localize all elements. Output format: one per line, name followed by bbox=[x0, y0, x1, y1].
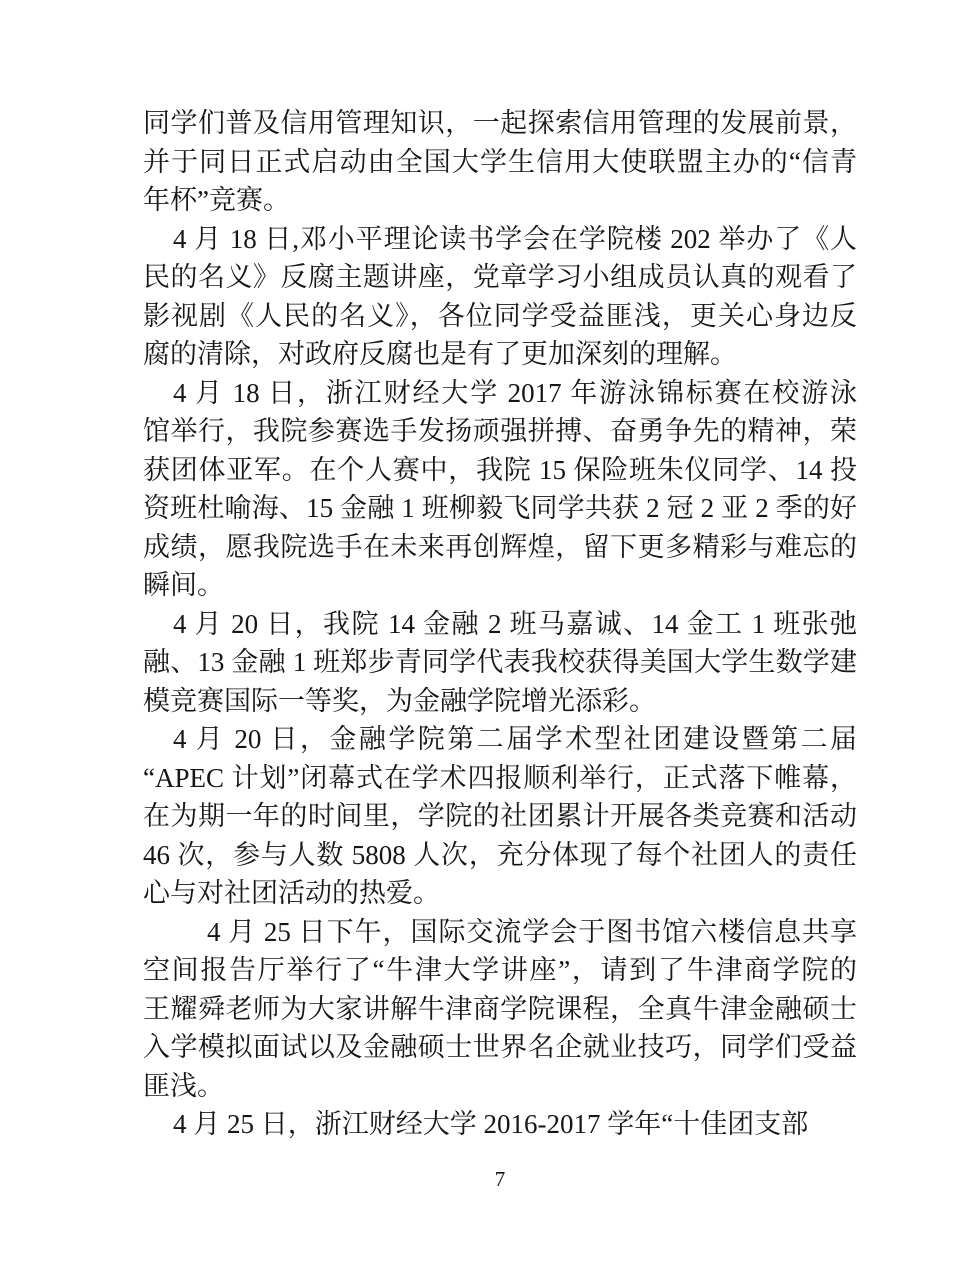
document-body bbox=[143, 104, 857, 1144]
text-line: 4 月 18 日，浙江财经大学 2017 年游泳锦标赛在校游泳 bbox=[173, 377, 857, 408]
text-line: 成绩，愿我院选手在未来再创辉煌，留下更多精彩与难忘的 bbox=[143, 531, 857, 562]
text-line: 瞬间。 bbox=[143, 570, 224, 600]
text-line: 融、13 金融 1 班郑步青同学代表我校获得美国大学生数学建 bbox=[143, 647, 857, 677]
text-line: 心与对社团活动的热爱。 bbox=[143, 878, 440, 908]
text-line: 在为期一年的时间里，学院的社团累计开展各类竞赛和活动 bbox=[143, 801, 857, 831]
paragraph bbox=[143, 605, 857, 721]
text-line: 4 月 25 日，浙江财经大学 2016-2017 学年“十佳团支部 bbox=[173, 1109, 809, 1139]
text-line: 民的名义》反腐主题讲座，党章学习小组成员认真的观看了 bbox=[143, 262, 857, 292]
paragraph bbox=[143, 1105, 857, 1144]
text-line: 4 月 25 日下午，国际交流学会于图书馆六楼信息共享 bbox=[207, 916, 857, 947]
paragraph bbox=[143, 104, 857, 220]
text-line: 模竞赛国际一等奖，为金融学院增光添彩。 bbox=[143, 685, 656, 716]
text-line: 馆举行，我院参赛选手发扬顽强拼搏、奋勇争先的精神，荣 bbox=[143, 416, 857, 446]
text-line: “APEC 计划”闭幕式在学术四报顺利举行，正式落下帷幕， bbox=[143, 762, 857, 793]
text-line: 获团体亚军。在个人赛中，我院 15 保险班朱仪同学、14 投 bbox=[143, 454, 857, 485]
text-line: 腐的清除，对政府反腐也是有了更加深刻的理解。 bbox=[143, 339, 737, 369]
text-line: 影视剧《人民的名义》，各位同学受益匪浅，更关心身边反 bbox=[143, 300, 857, 331]
text-line: 王耀舜老师为大家讲解牛津商学院课程，全真牛津金融硕士 bbox=[143, 993, 857, 1024]
paragraph bbox=[143, 374, 857, 605]
text-line: 匪浅。 bbox=[143, 1070, 224, 1101]
text-line: 46 次，参与人数 5808 人次，充分体现了每个社团人的责任 bbox=[143, 839, 857, 870]
text-line: 年杯”竞赛。 bbox=[143, 185, 290, 215]
page-number: 7 bbox=[494, 1167, 506, 1191]
text-line: 4 月 18 日,邓小平理论读书学会在学院楼 202 举办了《人 bbox=[173, 223, 857, 254]
text-line: 资班杜喻海、15 金融 1 班柳毅飞同学共获 2 冠 2 亚 2 季的好 bbox=[143, 493, 857, 523]
text-line: 空间报告厅举行了“牛津大学讲座”，请到了牛津商学院的 bbox=[143, 955, 857, 985]
paragraph bbox=[143, 220, 857, 374]
text-line: 4 月 20 日，金融学院第二届学术型社团建设暨第二届 bbox=[173, 724, 857, 754]
page-footer bbox=[143, 1164, 857, 1194]
text-line: 同学们普及信用管理知识，一起探索信用管理的发展前景， bbox=[143, 108, 857, 138]
paragraph bbox=[143, 913, 857, 1106]
text-line: 并于同日正式启动由全国大学生信用大使联盟主办的“信青 bbox=[143, 146, 857, 177]
text-line: 入学模拟面试以及金融硕士世界名企就业技巧，同学们受益 bbox=[143, 1032, 857, 1062]
paragraph bbox=[143, 720, 857, 913]
text-line: 4 月 20 日，我院 14 金融 2 班马嘉诚、14 金工 1 班张弛 bbox=[173, 608, 857, 639]
